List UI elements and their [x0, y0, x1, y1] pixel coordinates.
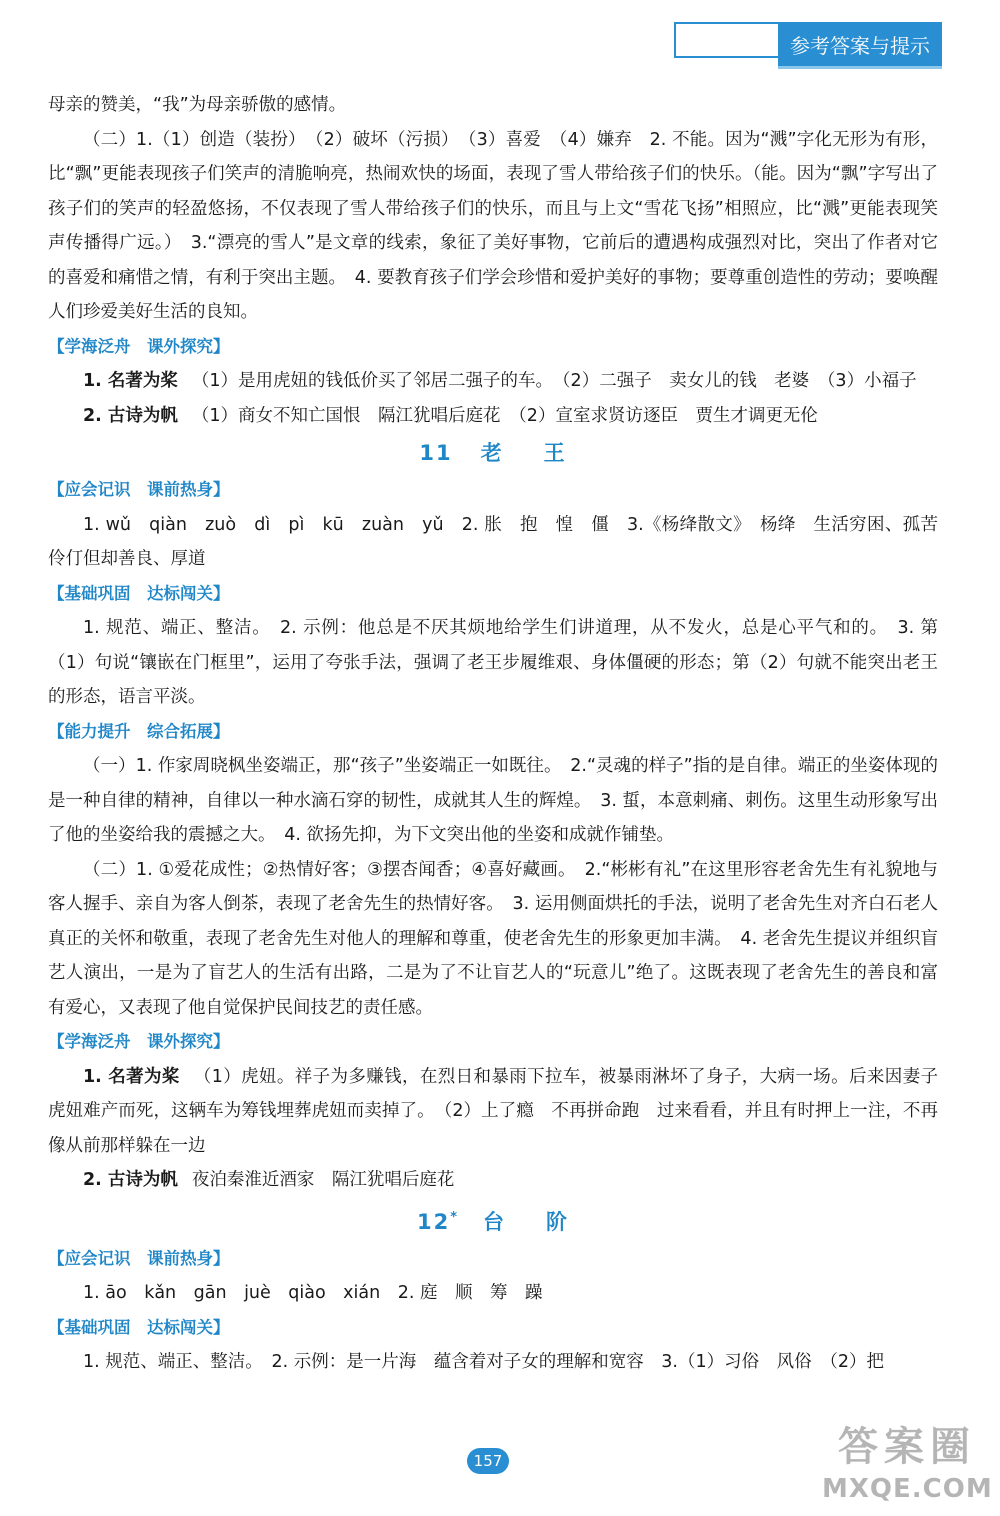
lesson-title-char: 台: [483, 1209, 507, 1234]
header-underline: [778, 66, 942, 69]
header-tab-outline: [674, 22, 778, 58]
lesson-title-char: 老: [480, 441, 504, 465]
watermark-logo-text: 答案圈: [838, 1424, 976, 1470]
item-text: （1）是用虎妞的钱低价买了邻居二强子的车。 （2）二强子 卖女儿的钱 老婆 （3）小福子: [191, 371, 917, 391]
paragraph-l11-nengli-1: （一）1. 作家周晓枫坐姿端正，那“孩子”坐姿端正一如既往。 2.“灵魂的样子”指的是自律。端正的坐姿体现的是一种自律的精神，自律以一种水滴石穿的韧性，成就其人生的辉煌。 3. 蜇，本意刺痛、刺伤。这里生动形象写出了他的坐姿给我的震撼之大。 4. 欲扬先抑，为下文突出他的坐姿和成就作铺垫。: [48, 756, 938, 845]
paragraph-l12-jichu: 1. 规范、端正、整洁。 2. 示例：是一片海 蕴含着对子女的理解和宽容 3.（1）习俗 风俗 （2）把: [83, 1352, 884, 1372]
answer-content: [48, 88, 938, 1380]
item-title: 1. 名著为桨: [83, 1066, 180, 1087]
paragraph-mother-praise: 母亲的赞美，“我”为母亲骄傲的感情。: [48, 95, 347, 115]
paragraph-l12-yinghui: 1. āo kǎn gān juè qiào xián 2. 庭 顺 筹 躁: [83, 1283, 543, 1303]
header-title: 参考答案与提示: [778, 22, 942, 66]
paragraph-l11-yinghui: 1. wǔ qiàn zuò dì pì kū zuàn yǔ 2. 胀 抱 惶 僵 3.《杨绛散文》 杨绛 生活穷困、孤苦伶仃但却善良、厚道: [48, 514, 938, 569]
section-label-nengli: 【能力提升 综合拓展】: [48, 721, 230, 741]
lesson-optional-mark: *: [450, 1209, 460, 1225]
item-title: 2. 古诗为帆: [83, 405, 178, 426]
section-label-xuehai: 【学海泛舟 课外探究】: [48, 336, 230, 356]
paragraph-l11-nengli-2: （二）1. ①爱花成性；②热情好客；③摆杏闻香；④喜好藏画。 2.“彬彬有礼”在这里形容老舍先生有礼貌地与客人握手、亲自为客人倒茶，表现了老舍先生的热情好客。 3. 运用侧面烘托的手法，说明了老舍先生对齐白石老人真正的关怀和敬重，表现了老舍先生对他人的理解和尊重，使老舍先生的形象更加丰满。 4. 老舍先生提议并组织盲艺人演出，一是为了盲艺人的生活有出路，二是为了不让盲艺人的“玩意儿”绝了。这既表现了老舍先生的善良和富有爱心，又表现了他自觉保护民间技艺的责任感。: [48, 859, 938, 1018]
paragraph-part-two-snowman: （二）1.（1）创造（装扮） （2）破坏（污损） （3）喜爱 （4）嫌弃 2. 不能。因为“溅”字化无形为有形，比“飘”更能表现孩子们笑声的清脆响亮，热闹欢快的场面，表现了雪人带给孩子们的快乐。（能。因为“飘”字写出了孩子们的笑声的轻盈悠扬，不仅表现了雪人带给孩子们的快乐，而且与上文“雪花飞扬”相照应，比“溅”更能表现笑声传播得广远。） 3.“漂亮的雪人”是文章的线索，象征了美好事物，它前后的遭遇构成强烈对比，突出了作者对它的喜爱和痛惜之情，有利于突出主题。 4. 要教育孩子们学会珍惜和爱护美好的事物；要尊重创造性的劳动；要唤醒人们珍爱美好生活的良知。: [48, 129, 938, 322]
item-mingzhu-1: [48, 364, 938, 399]
lesson-number: 11: [419, 441, 453, 465]
lesson-title-12: [48, 1198, 938, 1242]
paragraph-l11-jichu: 1. 规范、端正、整洁。 2. 示例：他总是不厌其烦地给学生们讲道理，从不发火，总是心平气和的。 3. 第（1）句说“镶嵌在门框里”，运用了夸张手法，强调了老王步履维艰、身体僵硬的形态；第（2）句就不能突出老王的形态，语言平淡。: [48, 618, 938, 707]
item-title: 2. 古诗为帆: [83, 1170, 178, 1190]
item-title: 1. 名著为桨: [83, 371, 178, 391]
item-gushi-2: [48, 1163, 938, 1198]
lesson-number: 12: [416, 1209, 451, 1234]
item-text: 夜泊秦淮近酒家 隔江犹唱后庭花: [191, 1170, 455, 1190]
item-gushi-1: [48, 399, 938, 434]
section-label-yinghui: 【应会记识 课前热身】: [48, 1248, 230, 1268]
item-text: （1）商女不知亡国恨 隔江犹唱后庭花 （2）宣室求贤访逐臣 贾生才调更无伦: [191, 405, 818, 426]
watermark-url: MXQE.COM: [822, 1474, 993, 1504]
section-label-yinghui: 【应会记识 课前热身】: [48, 480, 230, 499]
lesson-title-char: 王: [543, 441, 567, 465]
item-mingzhu-2: [48, 1060, 938, 1164]
page-number-badge: 157: [467, 1448, 509, 1474]
lesson-title-11: [48, 433, 938, 473]
section-label-jichu: 【基础巩固 达标闯关】: [48, 583, 230, 603]
lesson-title-char: 阶: [546, 1209, 570, 1234]
section-label-xuehai: 【学海泛舟 课外探究】: [48, 1032, 230, 1051]
section-label-jichu: 【基础巩固 达标闯关】: [48, 1317, 230, 1337]
site-watermark: [822, 1420, 992, 1510]
item-text: （1）虎妞。祥子为多赚钱，在烈日和暴雨下拉车，被暴雨淋坏了身子，大病一场。后来因妻子虎妞难产而死，这辆车为筹钱埋葬虎妞而卖掉了。 （2）上了瘾 不再拼命跑 过来看看，并且有时押上一注，不再像从前那样躲在一边: [48, 1066, 938, 1156]
